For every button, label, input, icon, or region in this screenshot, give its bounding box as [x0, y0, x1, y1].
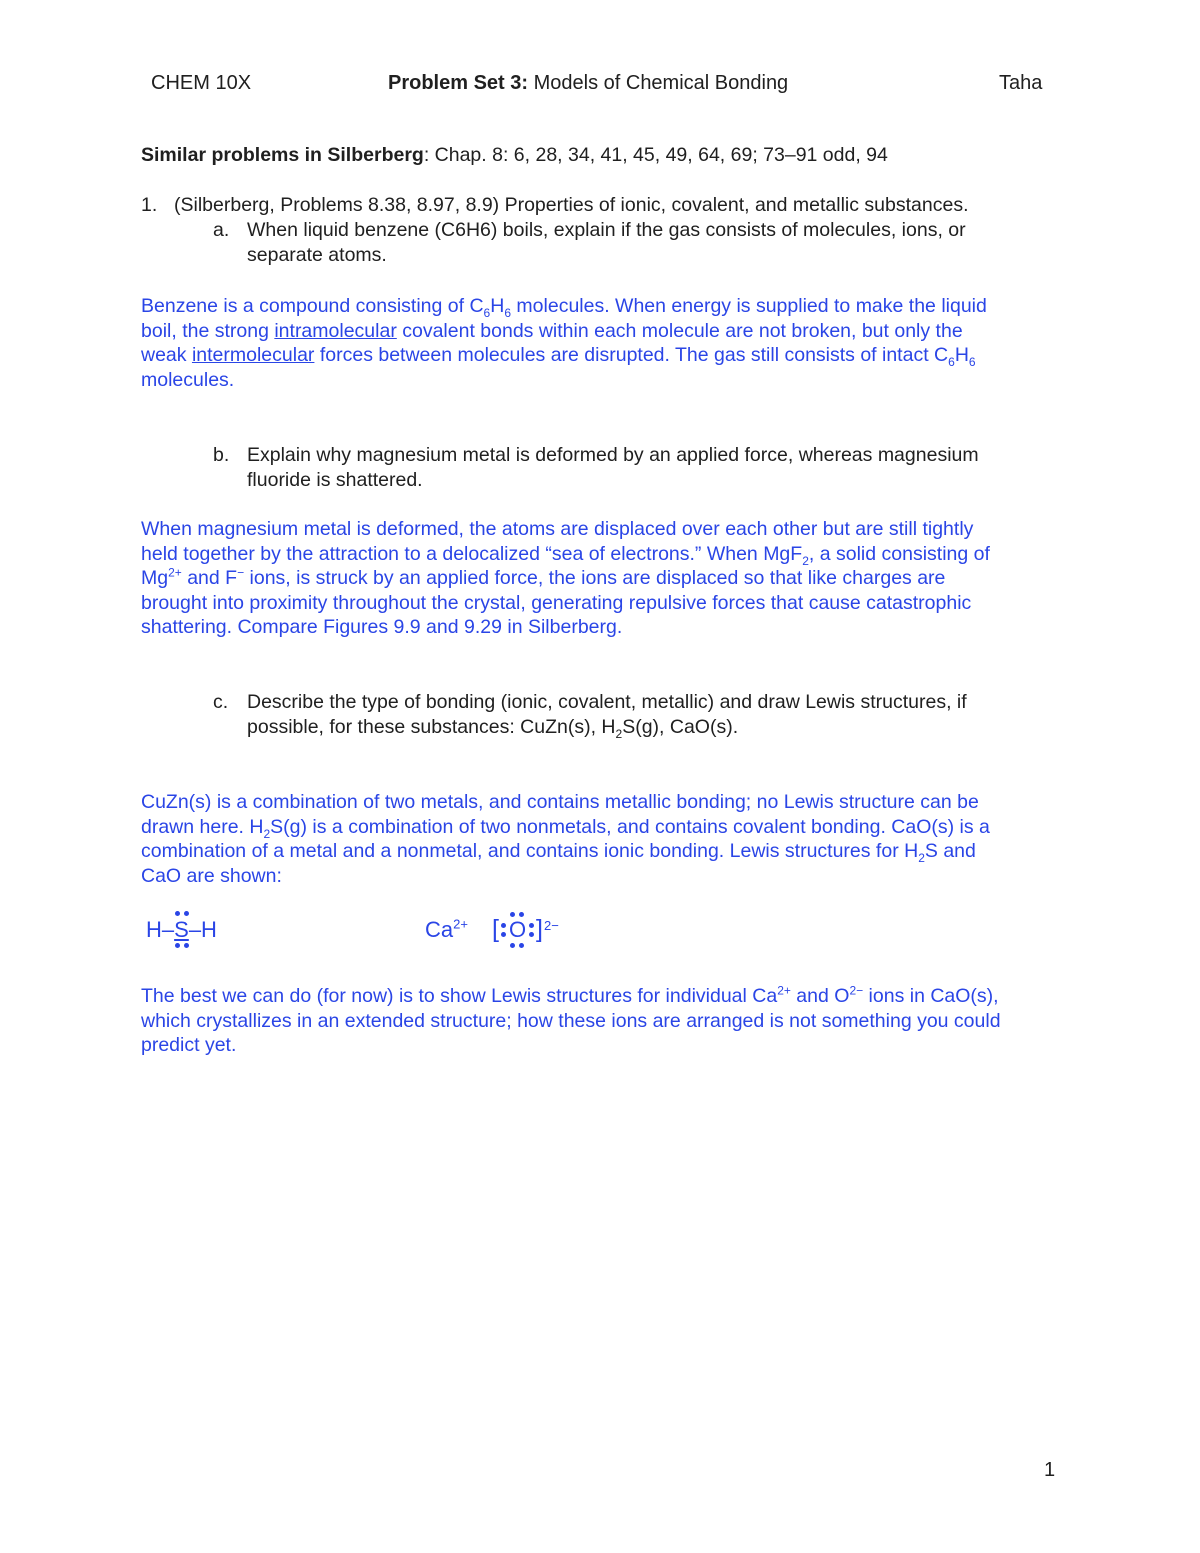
answer-line: When magnesium metal is deformed, the atoms are displaced over each other but are still tightly — [141, 518, 974, 540]
lone-pair-dot — [501, 932, 506, 937]
lone-pair-dot — [175, 911, 180, 916]
answer-line: CuZn(s) is a combination of two metals, and contains metallic bonding; no Lewis structure can be — [141, 791, 979, 813]
answer-line: $Mg^{2+}$ and F− ions, is struck by an applied force, the ions are displaced so that like charges are — [141, 565, 946, 589]
part-b-line: Explain why magnesium metal is deformed by an applied force, whereas magnesium — [247, 444, 979, 466]
h2s-left: H– — [146, 917, 175, 942]
answer-line: shattering. Compare Figures 9.9 and 9.29 in Silberberg. — [141, 616, 623, 638]
question-text: (Silberberg, Problems 8.38, 8.97, 8.9) Properties of ionic, covalent, and metallic substances. — [174, 194, 969, 216]
h2s-sulfur: S — [174, 917, 189, 942]
similar-label: Similar problems in Silberberg — [141, 144, 424, 166]
calcium-charge: 2+ — [453, 916, 468, 932]
lone-pair-dot — [501, 923, 506, 928]
answer-line: weak intermolecular forces between molecules are disrupted. The gas still consists of intact $C_6H_6$ — [141, 344, 976, 369]
answer-line: The best we can do (for now) is to show Lewis structures for individual $Ca^{2+}$ and $O^{2-}$ ions in CaO(s), — [141, 983, 999, 1007]
answer-line: combination of a metal and a nonmetal, and contains ionic bonding. Lewis structures for $H_2S$ and — [141, 840, 976, 865]
lone-pair-dot — [519, 912, 524, 917]
answer-line: held together by the attraction to a delocalized “sea of electrons.” When MgF$_2$, a solid consisting of — [141, 542, 990, 568]
part-b-line: fluoride is shattered. — [247, 468, 423, 491]
answer-line: predict yet. — [141, 1034, 237, 1056]
part-a-line: When liquid benzene (C6H6) boils, explain if the gas consists of molecules, ions, or — [247, 219, 966, 241]
part-a-question — [247, 218, 966, 267]
page-title — [388, 72, 788, 95]
h2s-right: –H — [188, 917, 217, 942]
similar-problems — [141, 143, 888, 168]
part-c-line: possible, for these substances: CuZn(s), $H_2S(g)$, CaO(s). — [247, 715, 739, 741]
part-c-line: Describe the type of bonding (ionic, covalent, metallic) and draw Lewis structures, if — [247, 691, 967, 713]
answer-line: CaO are shown: — [141, 864, 282, 887]
part-c-answer — [141, 790, 1071, 888]
oxygen-symbol: O — [509, 917, 527, 942]
part-b-letter: b. — [213, 444, 230, 466]
page-number: 1 — [1044, 1459, 1056, 1481]
part-c-letter: c. — [213, 691, 229, 713]
oxide-bracket-close: ] — [536, 915, 543, 943]
answer-line: Benzene is a compound consisting of $C_6H_6$ molecules. When energy is supplied to make the liquid — [141, 295, 987, 320]
answer-line: boil, the strong intramolecular covalent bonds within each molecule are not broken, but only the — [141, 319, 963, 342]
lone-pair-dot — [510, 943, 515, 948]
question-number: 1. — [141, 194, 158, 216]
part-a-answer — [141, 294, 1071, 392]
lone-pair-dot — [184, 943, 189, 948]
oxide-charge: 2− — [544, 918, 559, 933]
lone-pair-dot — [175, 943, 180, 948]
author: Taha — [999, 72, 1043, 94]
calcium-symbol: Ca — [425, 917, 454, 942]
final-paragraph — [141, 984, 1071, 1058]
part-b-answer — [141, 517, 1071, 640]
answer-line: which crystallizes in an extended structure; how these ions are arranged is not something you could — [141, 1009, 1001, 1032]
title-rest: Models of Chemical Bonding — [528, 72, 789, 94]
part-a-line: separate atoms. — [247, 243, 387, 266]
answer-line: molecules. — [141, 368, 235, 391]
answer-line: drawn here. $H_2S(g)$ is a combination of two nonmetals, and contains covalent bonding. CaO(s) is a — [141, 815, 990, 841]
oxide-bracket-open: [ — [492, 915, 499, 943]
course-code: CHEM 10X — [151, 72, 252, 94]
answer-line: brought into proximity throughout the crystal, generating repulsive forces that cause catastrophic — [141, 591, 972, 614]
similar-text: : Chap. 8: 6, 28, 34, 41, 45, 49, 64, 69; 73–91 odd, 94 — [423, 144, 888, 166]
lone-pair-dot — [519, 943, 524, 948]
part-c-question — [247, 690, 967, 739]
title-bold: Problem Set 3: — [388, 72, 529, 94]
lone-pair-dot — [510, 912, 515, 917]
lone-pair-dot — [184, 911, 189, 916]
part-b-question — [247, 443, 979, 492]
lone-pair-dot — [529, 923, 534, 928]
part-a-letter: a. — [213, 219, 230, 241]
lone-pair-dot — [529, 932, 534, 937]
